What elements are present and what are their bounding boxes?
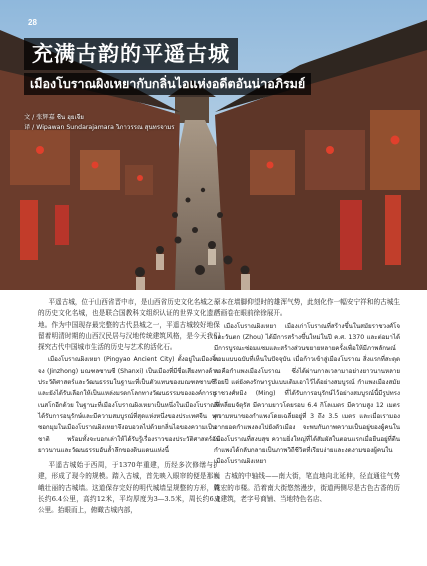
title-chinese: 充满古韵的平遥古城 (24, 38, 238, 70)
paragraph-cn: 古城的中轴线——南大街，笔直地向北延伸，径直通往气势恢宏的市楼。沿着南大街悠然漫步，街道两侧尽是古色古香的历史建筑，老字号商铺、当地特色名店、 (214, 472, 400, 504)
translator-credit: 译 / Wipawan Sundarajamara วิภาวรรณ สุนทรจามร (24, 123, 175, 131)
page-number: 28 (28, 18, 37, 27)
paragraph-th: เมืองโบราณผิงเหยา (Pingyao Ancient City) ตั้งอยู่ในเมืองจิ้นจง (Jinzhong) มณฑลซานซี (Shanxi) เป็นเมืองที่มีชื่อเสียงทางด้านประวัติศาสตร์และวัฒนธรรมในฐานะที่เป็นตัวแทนของมณฑลซานซี และยังได้รับเลือกให้เป็นแหล่งมรดกโลกทางวัฒนธรรมขององค์การยูเนสโกอีกด้วย ในฐานะที่เมืองโบราณผิงเหยาเป็นหนึ่งในเมืองโบราณที่ได้รับการอนุรักษ์และมีความสมบูรณ์ที่สุดแห่งหนึ่งของประเทศจีน ทุกซอกมุมในเมืองโบราณผิงเหยาจึงอบอวลไปด้วยกลิ่นไอของความเป็นชาติ พร้อมทั้งจะบอกเล่าให้ได้รับรู้เรื่องราวของประวัติศาสตร์อันยาวนานและวัฒนธรรมอันล้ำลึกของดินแดนแห่งนี้ (38, 356, 220, 454)
paragraph-cn: 平遥古城，位于山西省晋中市，是山西省历史文化名城之一的历史文化名城，也是联合国教科文组织认证的世界文化遗产地。作为中国现存最完整的古代县城之一，平遥古城较好地保留着明清时期的山西汉民居与汉地传统建筑风格，是今天我们探究古代中国城市生活的历史与艺术的活化石。 (38, 298, 220, 352)
paragraph-cn: 平遥古城始于西周，于1370年重建，历经多次修缮与扩建，形成了现今的规模。踏入古城，首先映入眼帘的便是那巍峨壮丽的古城墙。这道保存完好的明代城墙呈规整的方形，周长约6.4公里，高约12米，平均厚度为3—3.5米，周长约6.4公里。抬眼而上，俯瞰古城内部， (38, 461, 220, 515)
paragraph-cn: 原本在墙脚仰望时的雄浑气势，此刻化作一幅安宁祥和的古城生活画卷在眼前徐徐展开。 (214, 298, 400, 318)
title-thai: เมืองโบราณผิงเหยากับกลิ่นไอแห่งอดีตอันน่าอภิรมย์ (24, 73, 311, 95)
byline (24, 113, 175, 132)
author-credit: 文 / 张辉嘉 ชีน ฮุยเจีย (24, 114, 84, 121)
right-column (214, 297, 400, 506)
paragraph-th: เมืองโบราณผิงเหยา เมืองเก่าโบราณที่สร้างขึ้นในสมัยราชวงศ์โจวตะวันตก (Zhou) ได้มีการสร้างขึ้นใหม่ในปี ค.ศ. 1370 และต่อมาได้มีการบูรณะซ่อมแซมและสร้างส่วนขยายหลายครั้งเพื่อให้มีภาพลักษณ์ตามแบบฉบับที่เห็นในปัจจุบัน เมื่อก้าวเข้าสู่เมืองโบราณ สิ่งแรกที่สะดุดตาคือกำแพงเมืองโบราณ ซึ่งได้ผ่านกาลเวลามาอย่างยาวนานหลายร้อยปี แต่ยังคงรักษารูปแบบเดิมเอาไว้ได้อย่างสมบูรณ์ กำแพงเมืองสมัยราชวงศ์หมิง (Ming) ที่ได้รับการอนุรักษ์ไว้อย่างสมบูรณ์นี้มีรูปทรงสี่เหลี่ยมจัตุรัส มีความยาวโดยรอบ 6.4 กิโลเมตร มีความสูง 12 เมตร ความหนาของกำแพงโดยเฉลี่ยอยู่ที่ 3 ถึง 3.5 เมตร และเมื่อเรามองจากยอดกำแพงลงไปยังตัวเมือง จะพบกับภาพความเป็นอยู่ของผู้คนในเมืองโบราณที่สงบสุข ความยิ่งใหญ่ที่ได้สัมผัสในตอนแรกเมื่อยืนอยู่ที่ตีนกำแพงได้กลับกลายเป็นภาพวิถีชีวิตที่เรียบง่ายและงดงามของผู้คนในเมืองโบราณผิงเหยา (214, 322, 400, 466)
left-column (38, 297, 220, 518)
